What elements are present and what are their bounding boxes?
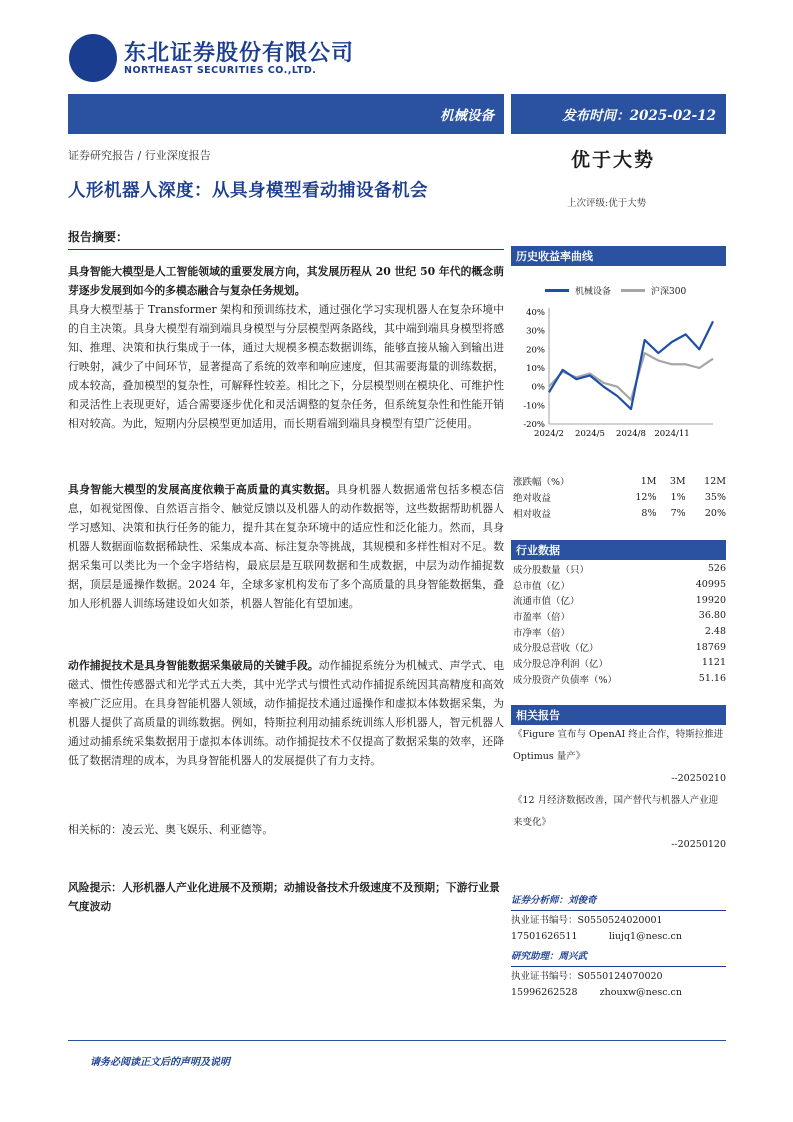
related-report-title[interactable]: 《Figure 宣布与 OpenAI 终止合作，特斯拉推进 Optimus 量产》 — [513, 729, 724, 762]
legend-label-series-1: 沪深300 — [651, 287, 687, 297]
sector-label: 机械设备 — [440, 108, 494, 124]
assistant-cert: 执业证书编号：S0550124070020 — [511, 971, 663, 982]
perf-row-label: 绝对收益 — [513, 493, 552, 504]
assistant-phone: 15996262528 — [511, 987, 578, 998]
industry-label: 市净率（倍） — [513, 627, 571, 639]
industry-value: 526 — [707, 563, 726, 575]
chart-heading: 历史收益率曲线 — [511, 246, 726, 266]
assistant-email[interactable]: zhouxw@nesc.cn — [599, 987, 682, 998]
industry-row — [513, 561, 726, 577]
company-name-cn: 东北证券股份有限公司 — [124, 41, 355, 66]
risk-warning: 风险提示：人形机器人产业化进展不及预期；动捕设备技术升级速度不及预期；下游行业景气度波动 — [68, 881, 500, 913]
y-tick-label: 30% — [526, 326, 545, 337]
summary-heading: 报告摘要： — [68, 228, 504, 250]
perf-header-12m: 12M — [704, 475, 726, 487]
industry-row — [513, 577, 726, 593]
industry-row — [513, 671, 726, 687]
x-tick-label: 2024/11 — [654, 429, 690, 439]
paragraph-2-body: 具身机器人数据通常包括多模态信息，如视觉图像、自然语言指令、触觉反馈以及机器人的动作数据等，这些数据帮助机器人学习感知、决策和执行任务的能力，提升其在复杂环境中的适应性和泛化能力。然而，具身机器人数据面临数据稀缺性、采集成本高、标注复杂等挑战，其规模和多样性相对不足。数据采集可以类比为一个金字塔结构，最底层是互联网数据和生成数据，中层为动作捕捉数据，顶层是遥操作数据。2024 年，全球多家机构发布了多个高质量的具身智能数据集，叠加人形机器人训练场建设如火如荼，机器人智能化有望加速。 — [68, 483, 504, 610]
previous-rating: 上次评级:优于大势 — [567, 198, 647, 209]
industry-label: 总市值（亿） — [513, 580, 571, 592]
summary-paragraph-1 — [68, 262, 504, 433]
industry-table — [513, 561, 726, 687]
footer-disclaimer: 请务必阅读正文后的声明及说明 — [90, 1057, 230, 1068]
legend-label-series-0: 机械设备 — [575, 287, 612, 297]
industry-label: 成分股总营收（亿） — [513, 643, 599, 655]
industry-label: 成分股总净利润（亿） — [513, 658, 609, 670]
industry-value: 18769 — [695, 641, 726, 653]
related-heading: 相关报告 — [511, 705, 726, 725]
assistant-contact — [511, 985, 726, 1001]
company-logo-icon — [69, 34, 117, 82]
perf-header-3m: 3M — [669, 475, 686, 487]
related-report-title[interactable]: 《12 月经济数据改善，国产替代与机器人产业迎来变化》 — [513, 795, 719, 828]
breadcrumb: 证券研究报告 / 行业深度报告 — [68, 149, 211, 162]
industry-row — [513, 592, 726, 608]
perf-cell: 7% — [670, 507, 686, 519]
industry-value: 51.16 — [698, 673, 726, 685]
related-reports — [513, 724, 726, 856]
industry-value: 1121 — [701, 657, 726, 669]
return-chart — [511, 270, 726, 448]
analyst-role: 证券分析师：刘俊奇 — [511, 893, 726, 911]
date-band — [511, 94, 726, 134]
paragraph-2-lead: 具身智能大模型的发展高度依赖于高质量的真实数据。 — [68, 483, 337, 496]
y-tick-label: 10% — [526, 364, 545, 374]
perf-header-1m: 1M — [640, 475, 657, 487]
analyst-contact — [511, 929, 726, 945]
related-targets: 相关标的：凌云光、奥飞娱乐、利亚德等。 — [68, 823, 274, 836]
x-tick-label: 2024/5 — [575, 429, 605, 439]
paragraph-1-lead: 具身智能大模型是人工智能领域的重要发展方向，其发展历程从 20 世纪 50 年代的概念萌芽逐步发展到如今的多模态融合与复杂任务规划。 — [68, 265, 504, 297]
industry-heading: 行业数据 — [511, 540, 726, 560]
perf-cell: 35% — [704, 491, 726, 503]
y-tick-label: 20% — [526, 345, 545, 356]
analyst-cert: 执业证书编号：S0550524020001 — [511, 915, 663, 926]
industry-label: 成分股数量（只） — [513, 564, 590, 576]
x-tick-label: 2024/2 — [534, 429, 564, 439]
perf-cell: 12% — [635, 491, 657, 503]
summary-paragraph-2 — [68, 480, 504, 613]
paragraph-1-body: 具身大模型基于 Transformer 架构和预训练技术，通过强化学习实现机器人在复杂环境中的自主决策。具身大模型有端到端具身模型与分层模型两条路线，其中端到端具身模型将感知、推理、决策和执行集成于一体，通过大规模多模态数据训练，能够直接从输入到输出进行映射，减少了中间环节，显著提高了系统的效率和响应速度，但其需要海量的训练数据，成本较高，叠加模型的复杂性，可解释性较差。相比之下，分层模型则在模块化、可维护性和灵活性上表现更好，适合需要逐步优化和灵活调整的复杂任务，但系统复杂性和性能开销相对较高。为此，短期内分层模型更加适用，而长期看端到端具身模型有望广泛使用。 — [68, 303, 504, 430]
analyst-phone: 17501626511 — [511, 931, 578, 942]
industry-value: 2.48 — [704, 626, 726, 638]
y-tick-label: -20% — [523, 420, 545, 430]
paragraph-3-lead: 动作捕捉技术是具身智能数据采集破局的关键手段。 — [68, 659, 319, 672]
y-tick-label: 40% — [526, 308, 545, 318]
analyst-email[interactable]: liujq1@nesc.cn — [608, 931, 682, 942]
perf-header-label: 涨跌幅（%） — [513, 477, 570, 488]
perf-cell: 20% — [704, 507, 726, 519]
y-tick-label: 0% — [531, 382, 545, 393]
x-tick-label: 2024/8 — [616, 429, 646, 439]
perf-row-relative — [513, 505, 726, 521]
perf-row-label: 相对收益 — [513, 509, 552, 520]
rating: 优于大势 — [571, 149, 656, 171]
perf-cell: 1% — [670, 491, 686, 503]
paragraph-3-body: 动作捕捉系统分为机械式、声学式、电磁式、惯性传感器式和光学式五大类，其中光学式与惯性式动作捕捉系统因其高精度和高效率被广泛应用。在具身智能机器人领域，动作捕捉技术通过遥操作和虚拟本体数据采集，为机器人提供了高质量的训练数据。例如，特斯拉利用动捕系统训练人形机器人，智元机器人通过动捕系统采集数据用于虚拟本体训练。动作捕捉技术不仅提高了数据采集的效率，还降低了数据清理的成本，为具身智能机器人的发展提供了有力支持。 — [68, 659, 505, 767]
industry-row — [513, 639, 726, 655]
industry-label: 流通市值（亿） — [513, 596, 580, 608]
related-report-date: --20250120 — [671, 839, 726, 850]
sector-band — [68, 94, 504, 134]
analyst-block — [511, 893, 726, 1001]
industry-row — [513, 608, 726, 624]
assistant-role: 研究助理：周兴武 — [511, 949, 726, 967]
industry-label: 市盈率（倍） — [513, 611, 571, 623]
perf-row-absolute — [513, 489, 726, 505]
industry-value: 36.80 — [698, 610, 726, 622]
perf-cell: 8% — [641, 507, 657, 519]
report-title: 人形机器人深度：从具身模型看动捕设备机会 — [68, 181, 428, 201]
industry-value: 40995 — [695, 579, 726, 591]
industry-row — [513, 655, 726, 671]
performance-table — [513, 473, 726, 521]
y-tick-label: -10% — [523, 401, 545, 412]
industry-value: 19920 — [695, 594, 726, 606]
perf-header-row — [513, 473, 726, 489]
company-name-en: NORTHEAST SECURITIES CO.,LTD. — [124, 65, 317, 76]
footer-divider — [68, 1040, 726, 1041]
publish-date: 发布时间：2025-02-12 — [562, 108, 716, 124]
industry-row — [513, 624, 726, 640]
summary-paragraph-3 — [68, 656, 504, 770]
industry-label: 成分股资产负债率（%） — [513, 674, 618, 686]
related-report-date: --20250210 — [671, 773, 726, 784]
